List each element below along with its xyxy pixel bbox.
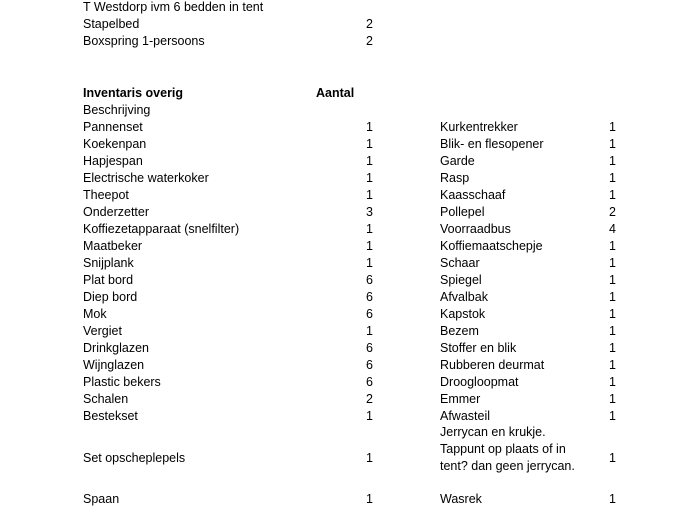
count-right: 1 [609,273,616,287]
item-right: Droogloopmat [440,375,519,389]
count-right: 1 [609,392,616,406]
item-right: Rubberen deurmat [440,358,545,372]
item-left: Koekenpan [83,137,147,151]
item-right: Garde [440,154,475,168]
item-left: Maatbeker [83,239,143,253]
item-right: Bezem [440,324,479,338]
count-right: 1 [609,171,616,185]
item-right: Afwasteil [440,409,491,423]
bed-count: 2 [366,34,373,48]
count-right: 1 [609,375,616,389]
count-right: 2 [609,205,616,219]
item-right: Kurkentrekker [440,120,518,134]
item-right: Wasrek [440,492,482,506]
item-right: Jerrycan en krukje. Tappunt op plaats of in tent? dan geen jerrycan. [440,425,575,473]
count-left: 1 [366,256,373,270]
item-right: Afvalbak [440,290,488,304]
count-left: 6 [366,341,373,355]
item-left: Koffiezetapparaat (snelfilter) [83,222,240,236]
item-right: Spiegel [440,273,482,287]
item-left: Hapjespan [83,154,143,168]
item-right: Stoffer en blik [440,341,517,355]
count-right: 1 [609,120,616,134]
count-left: 6 [366,273,373,287]
item-left: Mok [83,307,107,321]
count-left: 6 [366,307,373,321]
count-right: 4 [609,222,616,236]
count-right: 1 [609,324,616,338]
item-left: Pannenset [83,120,143,134]
count-left: 1 [366,324,373,338]
item-left: Vergiet [83,324,122,338]
bed-label: Stapelbed [83,17,140,31]
item-right: Schaar [440,256,480,270]
item-left: Wijnglazen [83,358,145,372]
item-left: Diep bord [83,290,138,304]
count-column-header: Aantal [316,86,355,100]
item-right: Emmer [440,392,481,406]
count-left: 1 [366,154,373,168]
item-left: Onderzetter [83,205,150,219]
count-right: 1 [609,492,616,506]
count-left: 6 [366,375,373,389]
section-title: Inventaris overig [83,86,184,100]
count-right: 1 [609,409,616,423]
count-left: 1 [366,137,373,151]
count-right: 1 [609,256,616,270]
item-left: Set opscheplepels [83,451,186,465]
count-right: 1 [609,451,616,465]
item-left: Schalen [83,392,129,406]
item-left: Electrische waterkoker [83,171,209,185]
bed-count: 2 [366,17,373,31]
item-right: Rasp [440,171,470,185]
count-left: 6 [366,290,373,304]
count-left: 1 [366,188,373,202]
count-right: 1 [609,341,616,355]
item-right: Voorraadbus [440,222,511,236]
item-right: Kaasschaaf [440,188,506,202]
item-left: Theepot [83,188,129,202]
item-right: Koffiemaatschepje [440,239,543,253]
item-right: Pollepel [440,205,485,219]
count-left: 6 [366,358,373,372]
count-left: 1 [366,222,373,236]
count-left: 1 [366,239,373,253]
document-title: T Westdorp ivm 6 bedden in tent [83,0,264,14]
count-right: 1 [609,358,616,372]
bed-label: Boxspring 1-persoons [83,34,205,48]
count-right: 1 [609,239,616,253]
item-left: Drinkglazen [83,341,150,355]
count-right: 1 [609,188,616,202]
count-left: 2 [366,392,373,406]
count-right: 1 [609,290,616,304]
item-left: Bestekset [83,409,138,423]
count-left: 3 [366,205,373,219]
item-right: Kapstok [440,307,486,321]
count-right: 1 [609,154,616,168]
description-header: Beschrijving [83,103,151,117]
count-left: 1 [366,171,373,185]
count-left: 1 [366,409,373,423]
count-left: 1 [366,120,373,134]
count-right: 1 [609,137,616,151]
item-right: Blik- en flesopener [440,137,544,151]
item-left: Plastic bekers [83,375,161,389]
count-right: 1 [609,307,616,321]
count-left: 1 [366,451,373,465]
item-left: Snijplank [83,256,134,270]
count-left: 1 [366,492,373,506]
item-left: Spaan [83,492,120,506]
item-left: Plat bord [83,273,134,287]
